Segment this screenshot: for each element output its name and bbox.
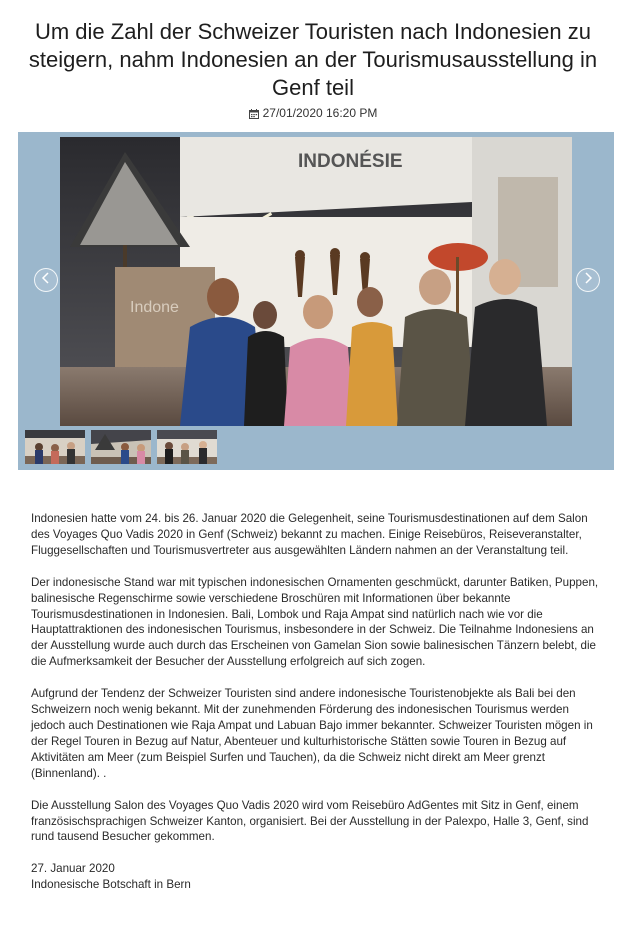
main-photo[interactable] — [60, 137, 572, 426]
gallery-thumbnail[interactable] — [157, 430, 217, 464]
calendar-icon — [249, 108, 259, 118]
gallery-thumbnails — [25, 430, 217, 464]
photo-gallery — [18, 132, 614, 470]
signoff-organization: Indonesische Botschaft in Bern — [31, 878, 191, 892]
chevron-left-icon — [41, 271, 51, 289]
article-title: Um die Zahl der Schweizer Touristen nach Indonesien zu steigern, nahm Indonesien an der Tourismusausstellung in Genf teil — [28, 19, 598, 100]
article-paragraph: Der indonesische Stand war mit typischen indonesischen Ornamenten geschmückt, darunter Batiken, Puppen, balinesische Regenschirme sowie verschiedene Broschüren mit Informationen über bekannte Tourismusdestinationen in Indonesien. Bali, Lombok und Raja Ampat sind natürlich nach wie vor die Hauptattraktionen des indonesischen Tourismus, insbesondere in der Schweiz. Die Teilnahme Indonesiens an der Ausstellung wurde auch durch das Erscheinen von Gamelan Sion sowie balinesischen Tänzern belebt, die die Aufmerksamkeit der Besucher der Ausstellung erfolgreich auf sich zogen. — [31, 575, 599, 669]
booth-sign: INDONÉSIE — [298, 151, 403, 172]
gallery-prev-button[interactable] — [34, 268, 58, 292]
signoff-date: 27. Januar 2020 — [31, 862, 115, 876]
gallery-thumbnail[interactable] — [25, 430, 85, 464]
chevron-right-icon — [583, 271, 593, 289]
article-meta — [0, 106, 626, 120]
gallery-thumbnail[interactable] — [91, 430, 151, 464]
article-paragraph: Indonesien hatte vom 24. bis 26. Januar 2020 die Gelegenheit, seine Tourismusdestinationen auf dem Salon des Voyages Quo Vadis 2020 in Genf (Schweiz) bekannt zu machen. Einige Reisebüros, Reiseveranstalter, Fluggesellschaften und Tourismusvertreter aus ausgewählten Ländern nahmen an der Veranstaltung teil. — [31, 512, 588, 557]
article-body — [31, 511, 603, 893]
article-datetime: 27/01/2020 16:20 PM — [262, 106, 378, 120]
gallery-next-button[interactable] — [576, 268, 600, 292]
article-paragraph: Aufgrund der Tendenz der Schweizer Touristen sind andere indonesische Touristenobjekte als Bali bei den Schweizern noch wenig bekannt. Mit der zunehmenden Förderung des indonesischen Tourismus werden jedoch auch Destinationen wie Raja Ampat und Labuan Bajo immer bekannter. Schweizer Touristen mögen in der Regel Touren in Bezug auf Natur, Abenteuer und kulturhistorische Stätten sowie Touren in Bezug auf Aktivitäten am Meer (zum Beispiel Surfen und Tauchen), da die Schweiz nicht direkt am Meer grenzt (Binnenland). . — [31, 687, 593, 780]
banner-text: Indone — [130, 299, 179, 316]
article-paragraph: Die Ausstellung Salon des Voyages Quo Vadis 2020 wird vom Reisebüro AdGentes mit Sitz in Genf, einem französischsprachigen Schweizer Kanton, organisiert. Bei der Ausstellung in der Palexpo, Halle 3, Genf, sind rund tausend Besucher gekommen. — [31, 798, 589, 844]
